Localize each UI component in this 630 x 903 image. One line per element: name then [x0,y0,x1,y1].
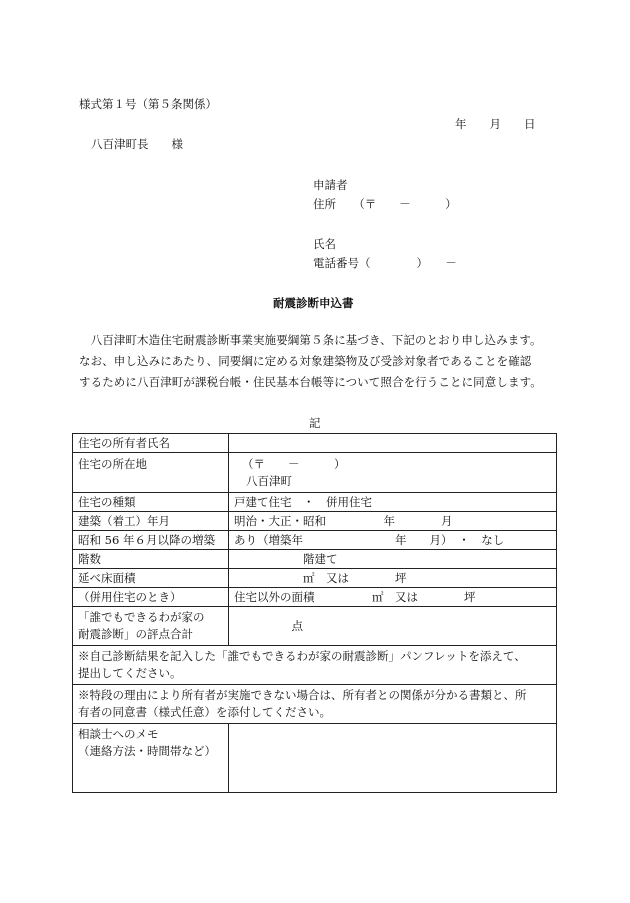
note-line: 提出してください。 [78,666,182,680]
table-row [73,453,557,493]
applicant-phone-line: 電話番号（ ） － [313,256,457,270]
table-row [73,588,557,607]
floors-label: 階数 [73,550,229,569]
score-value[interactable]: 点 [229,607,557,646]
location-postal-line: （〒 － ） [242,456,346,471]
table-row [73,531,557,550]
note-line: ※自己診断結果を記入した「誰でもできるわが家の耐震診断」パンフレットを添えて、 [78,649,526,663]
owner-name-field[interactable] [229,434,557,453]
type-value[interactable]: 戸建て住宅 ・ 併用住宅 [229,493,557,512]
mixed-use-label: （併用住宅のとき） [73,588,229,607]
body-line: なお、申し込みにあたり、同要綱に定める対象建築物及び受診対象者であることを確認 [79,354,532,368]
floor-area-label: 延べ床面積 [73,569,229,588]
form-number: 様式第１号（第５条関係） [79,97,217,111]
memo-label [73,724,229,793]
table-row [73,569,557,588]
table-row [73,724,557,793]
date-line: 年 月 日 [455,117,536,131]
memo-label-line: （連絡方法・時間帯など） [78,744,216,758]
score-label-line: 「誰でもできるわが家の [78,610,205,624]
memo-field[interactable] [229,724,557,793]
table-row [73,434,557,453]
type-label: 住宅の種類 [73,493,229,512]
body-line: するために八百津町が課税台帳・住民基本台帳等について照合を行うことに同意します。 [79,375,542,389]
applicant-name-line: 氏名 [313,237,336,251]
floor-area-value[interactable]: ㎡ 又は 坪 [229,569,557,588]
application-table [72,433,557,793]
owner-name-label: 住宅の所有者氏名 [73,434,229,453]
table-row [73,607,557,646]
note-self-diagnosis [73,646,557,685]
table-row [73,512,557,531]
extension-label: 昭和 56 年６月以降の増築 [73,531,229,550]
score-label-line: 耐震診断」の評点合計 [78,627,193,641]
score-label [73,607,229,646]
document-title: 耐震診断申込書 [273,296,354,310]
location-label: 住宅の所在地 [73,453,229,493]
note-line: ※特段の理由により所有者が実施できない場合は、所有者との関係が分かる書類と、所 [78,688,527,702]
location-field[interactable] [229,453,557,493]
built-label: 建築（着工）年月 [73,512,229,531]
table-row [73,685,557,724]
applicant-label: 申請者 [313,178,348,192]
table-row [73,646,557,685]
memo-label-line: 相談士へのメモ [78,727,159,741]
mixed-use-value[interactable]: 住宅以外の面積 ㎡ 又は 坪 [229,588,557,607]
note-owner-consent [73,685,557,724]
built-value[interactable]: 明治・大正・昭和 年 月 [229,512,557,531]
extension-value[interactable]: あり（増築年 年 月） ・ なし [229,531,557,550]
table-row [73,493,557,512]
ki-heading: 記 [309,416,321,430]
addressee: 八百津町長 様 [91,137,183,151]
location-town-line: 八百津町 [246,473,292,488]
body-paragraph [79,330,559,393]
table-row [73,550,557,569]
body-line: 八百津町木造住宅耐震診断事業実施要綱第５条に基づき、下記のとおり申し込みます。 [79,333,542,347]
applicant-address-line: 住所 （〒 － ） [313,197,457,211]
note-line: 有者の同意書（様式任意）を添付してください。 [78,705,331,719]
floors-value[interactable]: 階建て [229,550,557,569]
